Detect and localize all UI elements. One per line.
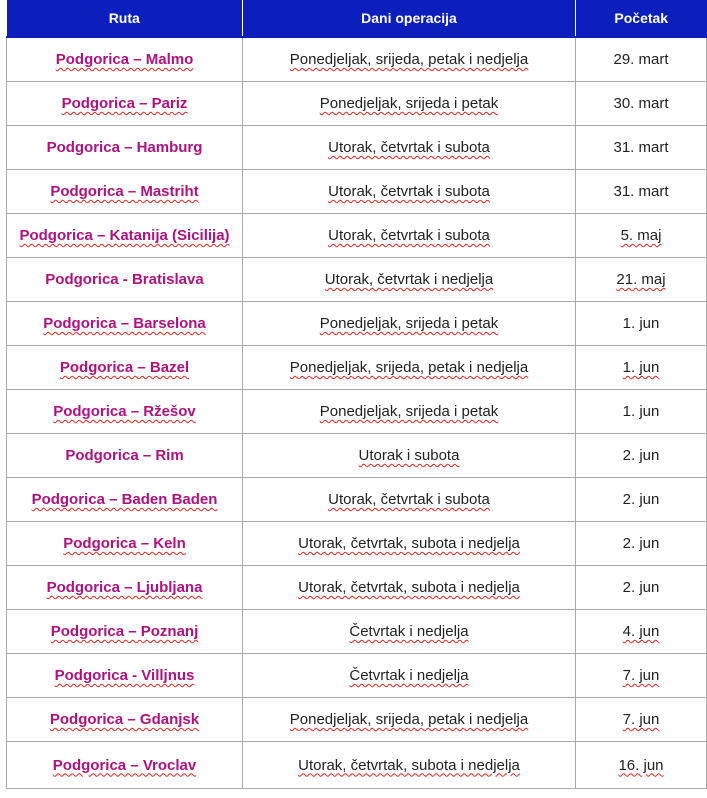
days-text: Četvrtak i nedjelja: [349, 667, 469, 684]
start-text: 2. jun: [622, 579, 660, 596]
start-cell: [576, 126, 707, 170]
start-cell: [576, 654, 707, 698]
route-cell: [7, 346, 243, 390]
route-cell: [7, 82, 243, 126]
days-text: Utorak, četvrtak i subota: [328, 183, 490, 200]
start-cell: [576, 742, 707, 789]
start-cell: [576, 302, 707, 346]
route-text: Podgorica – Ržešov: [53, 403, 196, 420]
start-text: 5. maj: [620, 227, 662, 244]
start-text: 1. jun: [622, 315, 660, 332]
table-row: [7, 258, 707, 302]
days-cell: [243, 214, 576, 258]
start-text: 1. jun: [622, 359, 660, 376]
route-cell: [7, 170, 243, 214]
start-text: 2. jun: [622, 535, 660, 552]
days-cell: [243, 566, 576, 610]
table-row: [7, 390, 707, 434]
days-cell: [243, 610, 576, 654]
route-text: Podgorica – Baden Baden: [31, 491, 218, 508]
start-cell: [576, 214, 707, 258]
start-cell: [576, 610, 707, 654]
days-cell: [243, 654, 576, 698]
table-row: [7, 126, 707, 170]
route-cell: [7, 126, 243, 170]
route-text: Podgorica – Vroclav: [52, 756, 197, 774]
days-text: Ponedjeljak, srijeda, petak i nedjelja: [289, 359, 529, 376]
column-header-route: Ruta: [7, 0, 243, 37]
start-text: 4. jun: [622, 623, 660, 640]
days-cell: [243, 258, 576, 302]
start-text: 21. maj: [616, 271, 666, 288]
table-header: [7, 0, 707, 37]
start-text: 16. jun: [618, 756, 664, 774]
days-cell: [243, 170, 576, 214]
route-text: Podgorica – Rim: [65, 447, 184, 464]
start-cell: [576, 478, 707, 522]
days-text: Utorak, četvrtak, subota i nedjelja: [298, 535, 520, 552]
route-cell: [7, 742, 243, 789]
table-row: [7, 478, 707, 522]
start-text: 29. mart: [613, 51, 669, 68]
start-text: 31. mart: [613, 183, 669, 200]
table-row: [7, 214, 707, 258]
days-text: Četvrtak i nedjelja: [349, 623, 469, 640]
table-row: [7, 522, 707, 566]
start-cell: [576, 566, 707, 610]
start-cell: [576, 258, 707, 302]
days-text: Utorak, četvrtak i subota: [328, 491, 490, 508]
start-text: 2. jun: [622, 491, 660, 508]
days-cell: [243, 742, 576, 789]
days-text: Ponedjeljak, srijeda, petak i nedjelja: [289, 711, 529, 728]
route-text: Podgorica - Bratislava: [45, 271, 204, 288]
days-text: Ponedjeljak, srijeda, petak i nedjelja: [289, 51, 529, 68]
table-row: [7, 698, 707, 742]
table-row: [7, 610, 707, 654]
start-text: 7. jun: [622, 711, 660, 728]
table-row: [7, 82, 707, 126]
route-text: Podgorica - Villjnus: [54, 667, 195, 684]
days-cell: [243, 478, 576, 522]
column-header-start: Početak: [576, 0, 707, 37]
start-text: 7. jun: [622, 667, 660, 684]
start-cell: [576, 37, 707, 82]
days-text: Utorak, četvrtak i subota: [328, 227, 490, 244]
table-row: [7, 434, 707, 478]
start-cell: [576, 390, 707, 434]
flight-schedule-table: [6, 0, 707, 789]
start-cell: [576, 434, 707, 478]
start-cell: [576, 522, 707, 566]
days-cell: [243, 522, 576, 566]
days-cell: [243, 390, 576, 434]
route-text: Podgorica – Malmo: [55, 51, 194, 68]
route-text: Podgorica – Bazel: [59, 359, 190, 376]
days-cell: [243, 434, 576, 478]
days-text: Utorak, četvrtak, subota i nedjelja: [298, 756, 520, 774]
route-text: Podgorica – Hamburg: [46, 139, 203, 156]
route-cell: [7, 610, 243, 654]
start-cell: [576, 698, 707, 742]
days-cell: [243, 126, 576, 170]
table-row: [7, 346, 707, 390]
route-text: Podgorica – Katanija (Sicilija): [19, 227, 230, 244]
start-text: 2. jun: [622, 447, 660, 464]
route-cell: [7, 302, 243, 346]
table-row: [7, 170, 707, 214]
route-cell: [7, 390, 243, 434]
days-text: Utorak, četvrtak i subota: [328, 139, 490, 156]
days-cell: [243, 698, 576, 742]
days-text: Utorak, četvrtak i nedjelja: [324, 271, 494, 288]
route-text: Podgorica – Pariz: [61, 95, 188, 112]
days-cell: [243, 302, 576, 346]
route-cell: [7, 654, 243, 698]
route-cell: [7, 522, 243, 566]
route-cell: [7, 434, 243, 478]
table-row: [7, 566, 707, 610]
days-text: Ponedjeljak, srijeda i petak: [319, 403, 499, 420]
route-text: Podgorica – Keln: [63, 535, 186, 552]
days-text: Ponedjeljak, srijeda i petak: [319, 95, 499, 112]
days-text: Utorak, četvrtak, subota i nedjelja: [298, 579, 520, 596]
table-row: [7, 742, 707, 789]
route-text: Podgorica – Poznanj: [50, 623, 199, 640]
days-cell: [243, 82, 576, 126]
start-text: 30. mart: [613, 95, 669, 112]
route-cell: [7, 214, 243, 258]
start-cell: [576, 170, 707, 214]
route-text: Podgorica – Ljubljana: [46, 579, 203, 596]
route-text: Podgorica – Gdanjsk: [49, 711, 200, 728]
route-cell: [7, 258, 243, 302]
column-header-days: Dani operacija: [243, 0, 576, 37]
table-row: [7, 37, 707, 82]
route-cell: [7, 698, 243, 742]
days-cell: [243, 37, 576, 82]
route-cell: [7, 37, 243, 82]
route-text: Podgorica – Barselona: [43, 315, 206, 332]
table-body: [7, 37, 707, 789]
days-cell: [243, 346, 576, 390]
start-text: 31. mart: [613, 139, 669, 156]
table-row: [7, 302, 707, 346]
start-cell: [576, 346, 707, 390]
start-text: 1. jun: [622, 403, 660, 420]
days-text: Ponedjeljak, srijeda i petak: [319, 315, 499, 332]
start-cell: [576, 82, 707, 126]
route-cell: [7, 478, 243, 522]
header-row: [7, 0, 707, 37]
route-cell: [7, 566, 243, 610]
table-row: [7, 654, 707, 698]
days-text: Utorak i subota: [358, 447, 460, 464]
route-text: Podgorica – Mastriht: [50, 183, 199, 200]
